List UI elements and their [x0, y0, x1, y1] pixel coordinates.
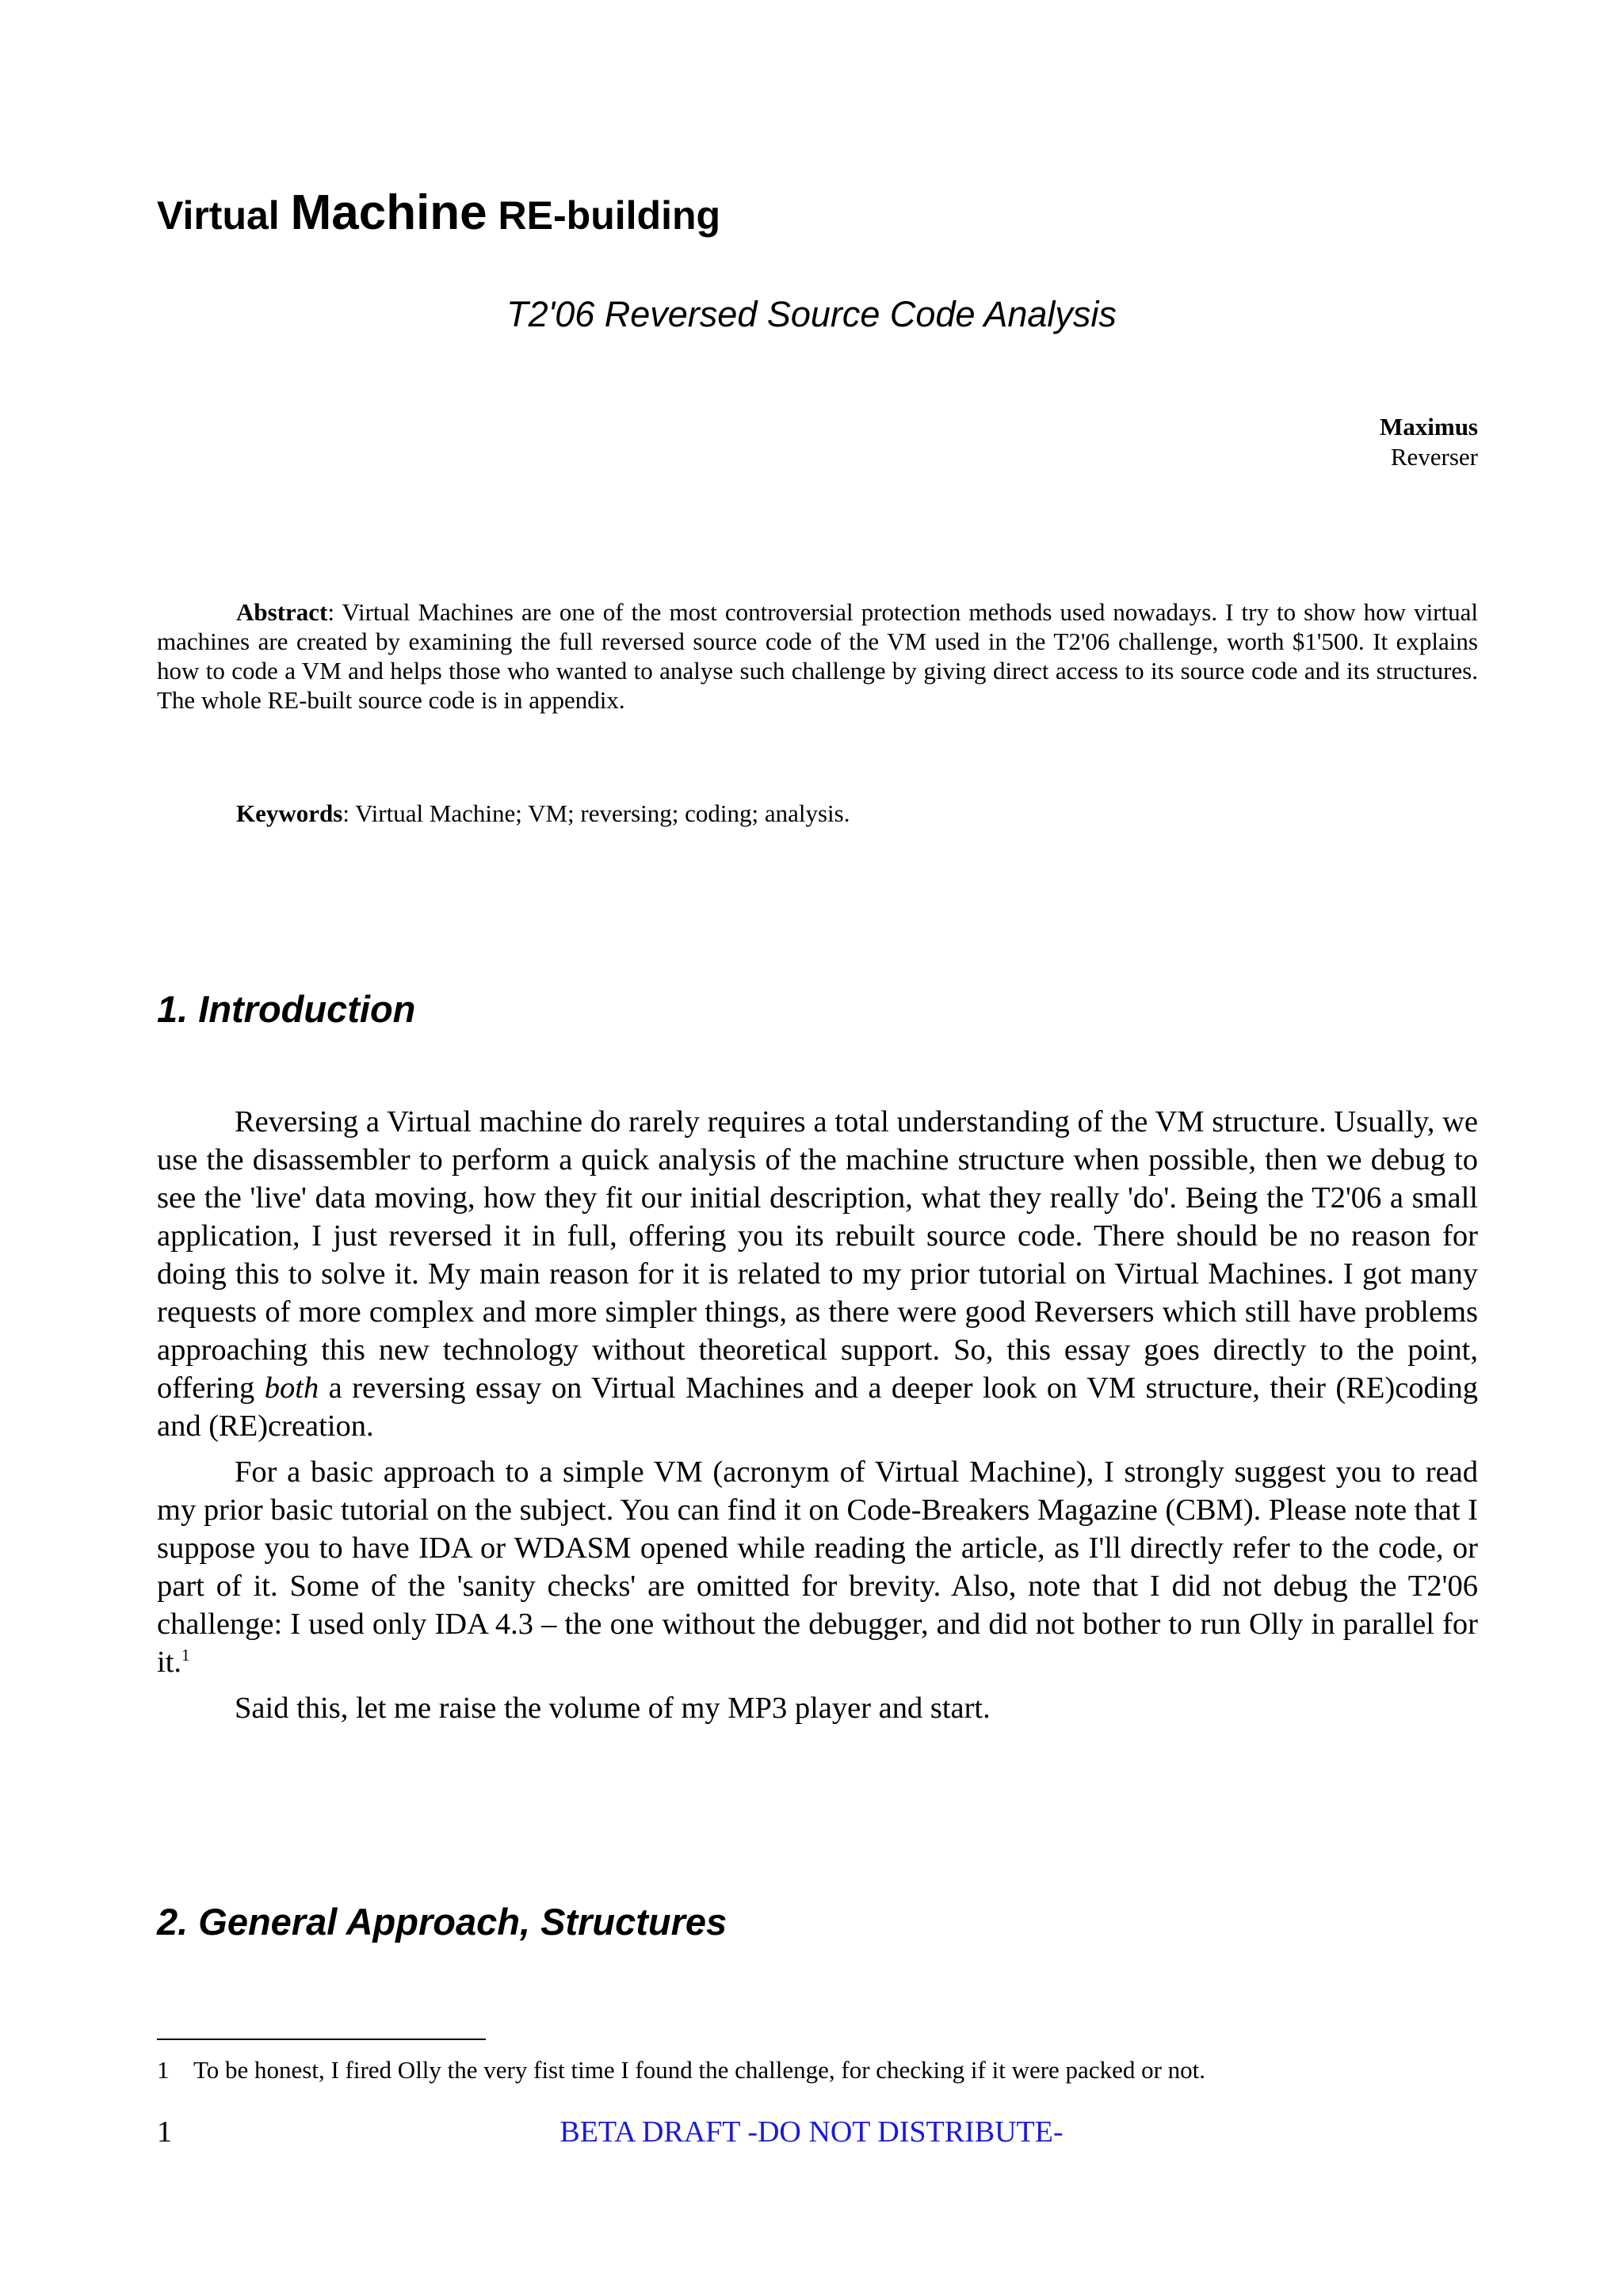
page-number: 1	[157, 2115, 172, 2149]
document-subtitle: T2'06 Reversed Source Code Analysis	[506, 294, 1117, 334]
intro-paragraph-3: Said this, let me raise the volume of my MP3 player and start.	[235, 1691, 991, 1725]
title-part-machine: Machine	[290, 185, 487, 240]
keywords	[157, 799, 1478, 828]
intro-paragraph-1	[157, 1103, 1478, 1445]
footnote-divider	[157, 2039, 486, 2040]
intro-paragraph-2	[157, 1453, 1478, 1681]
author-name: Maximus	[1380, 413, 1478, 441]
author-block	[1380, 412, 1478, 472]
section-heading-general-approach: 2. General Approach, Structures	[157, 1901, 727, 1943]
section-heading-introduction: 1. Introduction	[157, 988, 416, 1030]
title-part-virtual: Virtual	[157, 193, 291, 238]
footnote-text: To be honest, I fired Olly the very fist time I found the challenge, for checking if it were packed or not.	[193, 2056, 1206, 2084]
abstract	[157, 597, 1478, 715]
introduction-body	[157, 1103, 1478, 1735]
footnote-reference[interactable]: 1	[181, 1646, 190, 1665]
footnote-number: 1	[157, 2056, 170, 2084]
intro-paragraph-1-start: Reversing a Virtual machine do rarely requires a total understanding of the VM structure. Usually, we use the disassembler to perform a quick analysis of the machine structure when possible, then we debug to see the 'live' data moving, how they fit our initial description, what they really 'do'. Being the T2'06 a small application, I just reversed it in full, offering you its rebuilt source code. There should be no reason for doing this to solve it. My main reason for it is related to my prior tutorial on Virtual Machines. I got many requests of more complex and more simpler things, as there were good Reversers which still have problems approaching this new technology without theoretical support. So, this essay goes directly to the point, offering	[157, 1105, 1478, 1405]
intro-paragraph-1-end: a reversing essay on Virtual Machines and a deeper look on VM structure, their (RE)coding and (RE)creation.	[157, 1371, 1478, 1443]
abstract-text: : Virtual Machines are one of the most controversial protection methods used nowadays. I try to show how virtual machines are created by examining the full reversed source code of the VM used in the T2'06 challenge, worth $1'500. It explains how to code a VM and helps those who wanted to analyse such challenge by giving direct access to its source code and its structures. The whole RE-built source code is in appendix.	[157, 598, 1478, 714]
document-title	[157, 185, 721, 240]
intro-paragraph-2-text: For a basic approach to a simple VM (acronym of Virtual Machine), I strongly suggest you to read my prior basic tutorial on the subject. You can find it on Code-Breakers Magazine (CBM). Please note that I suppose you to have IDA or WDASM opened while reading the article, as I'll directly refer to the code, or part of it. Some of the 'sanity checks' are omitted for brevity. Also, note that I did not debug the T2'06 challenge: I used only IDA 4.3 – the one without the debugger, and did not bother to run Olly in parallel for it.	[157, 1455, 1478, 1679]
author-role: Reverser	[1390, 443, 1478, 471]
abstract-label: Abstract	[236, 598, 328, 626]
keywords-label: Keywords	[236, 799, 343, 827]
title-part-rebuilding: RE-building	[487, 193, 721, 238]
footnote	[157, 2055, 1205, 2085]
draft-notice: BETA DRAFT -DO NOT DISTRIBUTE-	[559, 2115, 1064, 2149]
intro-paragraph-1-emphasis: both	[264, 1371, 319, 1405]
keywords-text: : Virtual Machine; VM; reversing; coding; analysis.	[342, 799, 850, 827]
